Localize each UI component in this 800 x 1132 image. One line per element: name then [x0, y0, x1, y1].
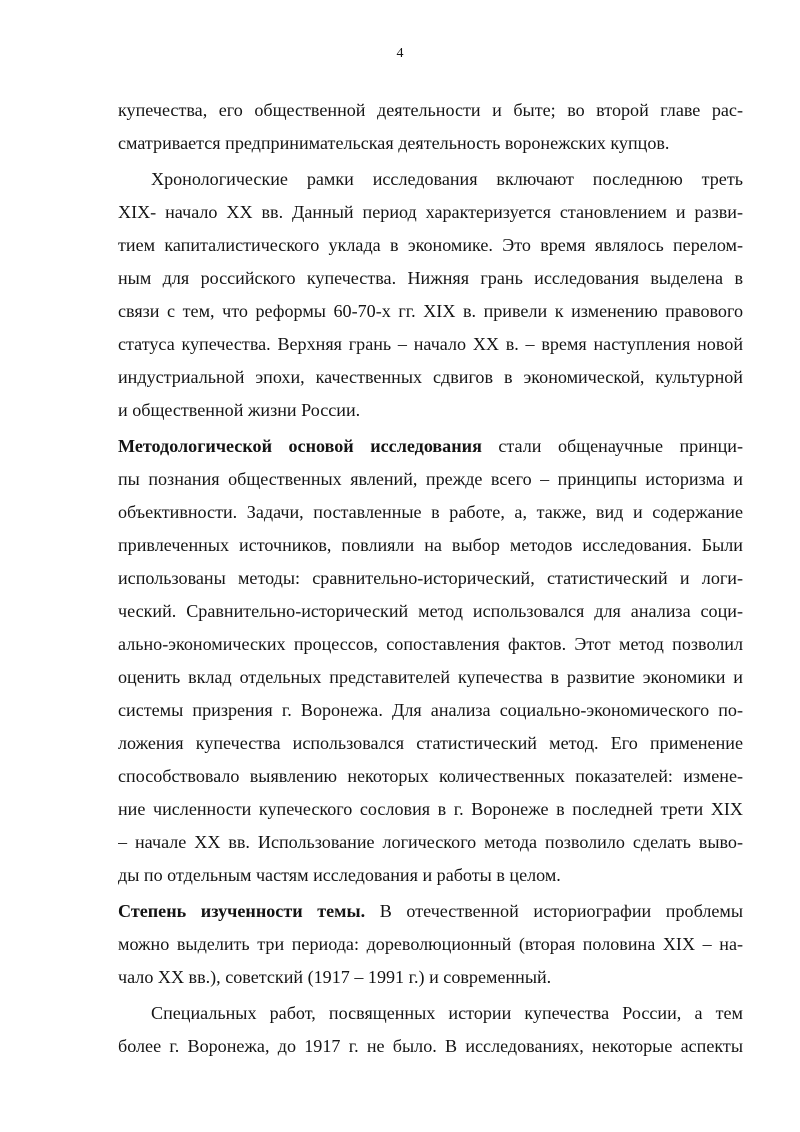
text-line	[118, 229, 743, 262]
line-text: XIX- начало XX вв. Данный период характеризуется становлением и разви-	[118, 202, 743, 222]
line-text: связи с тем, что реформы 60-70-х гг. XIX в. привели к изменению правового	[118, 301, 743, 321]
text-line	[118, 727, 743, 760]
line-text: сматривается предпринимательская деятельность воронежских купцов.	[118, 133, 670, 153]
text-line	[118, 361, 743, 394]
line-text: оценить вклад отдельных представителей купечества в развитие экономики и	[118, 667, 743, 687]
line-text: и общественной жизни России.	[118, 400, 361, 420]
text-line	[118, 496, 743, 529]
text-line	[118, 163, 743, 196]
text-line	[118, 529, 743, 562]
text-line	[118, 295, 743, 328]
text-line	[118, 694, 743, 727]
line-text: – начале XX вв. Использование логического метода позволило сделать выво-	[118, 832, 743, 852]
line-text: ально-экономических процессов, сопоставления фактов. Этот метод позволил	[118, 634, 743, 654]
text-line	[118, 997, 743, 1030]
line-text: Специальных работ, посвященных истории купечества России, а тем	[151, 1003, 743, 1023]
line-text: более г. Воронежа, до 1917 г. не было. В исследованиях, некоторые аспекты	[118, 1036, 743, 1056]
text-line	[118, 961, 743, 994]
line-text: способствовало выявлению некоторых количественных показателей: измене-	[118, 766, 743, 786]
text-line	[118, 760, 743, 793]
text-line	[118, 661, 743, 694]
bold-heading: Степень изученности темы.	[118, 901, 366, 921]
text-line	[118, 928, 743, 961]
line-text: ным для российского купечества. Нижняя грань исследования выделена в	[118, 268, 743, 288]
body-text	[118, 94, 743, 1063]
bold-heading: Методологической основой исследования	[118, 436, 482, 456]
line-text: использованы методы: сравнительно-исторический, статистический и логи-	[118, 568, 743, 588]
text-line	[118, 826, 743, 859]
text-line	[118, 94, 743, 127]
line-text: можно выделить три периода: дореволюционный (вторая половина XIX – на-	[118, 934, 743, 954]
text-line	[118, 562, 743, 595]
text-line	[118, 196, 743, 229]
text-line	[118, 127, 743, 160]
text-line	[118, 430, 743, 463]
text-line	[118, 793, 743, 826]
line-text: привлеченных источников, повлияли на выбор методов исследования. Были	[118, 535, 743, 555]
line-text: ложения купечества использовался статистический метод. Его применение	[118, 733, 743, 753]
line-text: ние численности купеческого сословия в г. Воронеже в последней трети XIX	[118, 799, 743, 819]
line-text: объективности. Задачи, поставленные в работе, а, также, вид и содержание	[118, 502, 743, 522]
line-text: пы познания общественных явлений, прежде всего – принципы историзма и	[118, 469, 743, 489]
line-text: системы призрения г. Воронежа. Для анализа социально-экономического по-	[118, 700, 743, 720]
line-text: стали общенаучные принци-	[481, 436, 743, 456]
text-line	[118, 628, 743, 661]
line-text: тием капиталистического уклада в экономике. Это время являлось перелом-	[118, 235, 743, 255]
text-line	[118, 394, 743, 427]
page-number: 4	[396, 46, 404, 61]
text-line	[118, 895, 743, 928]
text-line	[118, 328, 743, 361]
line-text: ды по отдельным частям исследования и работы в целом.	[118, 865, 561, 885]
text-line	[118, 595, 743, 628]
line-text: ческий. Сравнительно-исторический метод использовался для анализа соци-	[118, 601, 743, 621]
text-line	[118, 859, 743, 892]
text-line	[118, 1030, 743, 1063]
line-text: статуса купечества. Верхняя грань – начало XX в. – время наступления новой	[118, 334, 743, 354]
line-text: купечества, его общественной деятельности и быте; во второй главе рас-	[118, 100, 743, 120]
line-text: индустриальной эпохи, качественных сдвигов в экономической, культурной	[118, 367, 743, 387]
line-text: В отечественной историографии проблемы	[365, 901, 743, 921]
line-text: Хронологические рамки исследования включают последнюю треть	[151, 169, 743, 189]
text-line	[118, 262, 743, 295]
text-line	[118, 463, 743, 496]
line-text: чало XX вв.), советский (1917 – 1991 г.) и современный.	[118, 967, 552, 987]
